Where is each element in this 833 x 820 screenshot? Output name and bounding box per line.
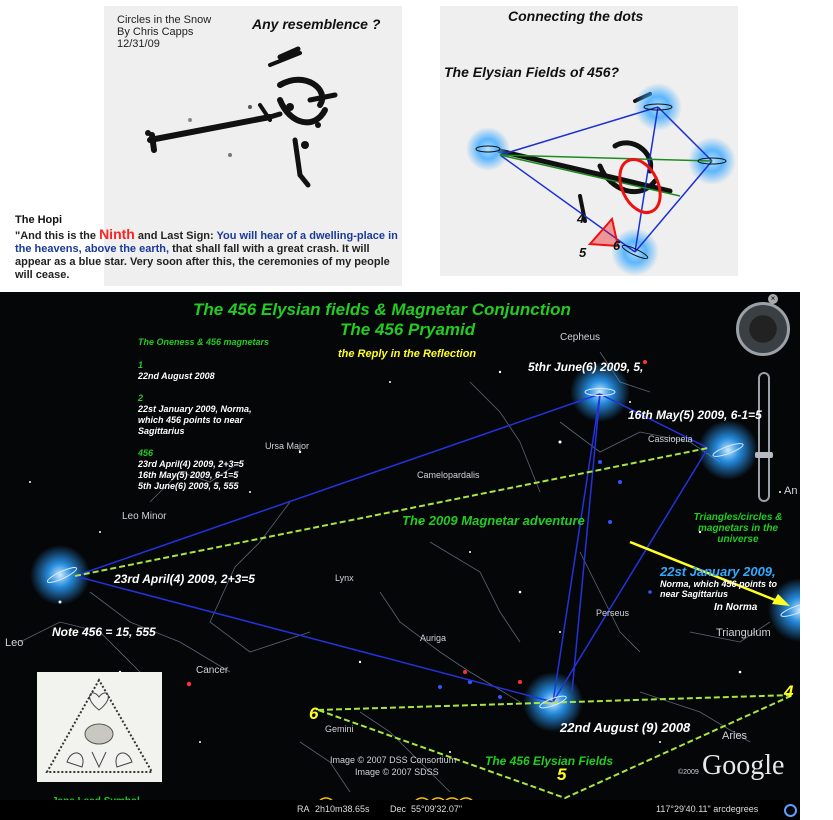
august-label: 22nd August (9) 2008 bbox=[560, 720, 691, 735]
constellation-leo: Leo bbox=[5, 637, 24, 649]
digit-5: 5 bbox=[557, 765, 567, 784]
constellation-cassiopeia: Cassiopeia bbox=[648, 434, 693, 444]
digit-6: 6 bbox=[309, 704, 319, 723]
jane-lead-triangle-icon bbox=[37, 672, 162, 782]
pyramid-title: The 456 Pryamid bbox=[340, 320, 476, 339]
field-of-view: 117°29'40.11" arcdegrees bbox=[656, 804, 759, 814]
dots-num-5: 5 bbox=[579, 245, 587, 260]
dec-label: Dec bbox=[390, 804, 407, 814]
legend-may-2009: 16th May(5) 2009, 6-1=5 bbox=[138, 470, 239, 480]
credit-sdss: Image © 2007 SDSS bbox=[355, 767, 439, 777]
legend-num-1: 1 bbox=[138, 360, 144, 370]
and-last-sign: and Last Sign: bbox=[134, 230, 217, 242]
constellation-lynx: Lynx bbox=[335, 573, 354, 583]
ra-value: 2h10m38.65s bbox=[315, 804, 370, 814]
connecting-dots-title: Connecting the dots bbox=[508, 8, 644, 24]
jane-lead-symbol-image bbox=[37, 672, 162, 782]
snow-title: Circles in the Snow bbox=[117, 14, 212, 26]
copyright-year: ©2009 bbox=[678, 769, 699, 776]
ninth-word: Ninth bbox=[99, 226, 135, 242]
hopi-blue-text: You will hear of a dwelling-place in the heavens, above the earth, bbox=[15, 230, 398, 255]
january-sub1: Norma, which 456 points to bbox=[660, 579, 778, 589]
constellation-cepheus: Cepheus bbox=[560, 332, 601, 343]
elysian-fields-label: The 456 Elysian Fields bbox=[485, 754, 614, 768]
constellation-andromeda-partial: An bbox=[784, 485, 798, 497]
sky-map-view[interactable] bbox=[0, 292, 800, 820]
hopi-quote bbox=[15, 228, 405, 282]
resemblance-question: Any resemblence ? bbox=[252, 16, 381, 32]
legend-april-2009: 23rd April(4) 2009, 2+3=5 bbox=[138, 459, 244, 469]
zoom-slider-thumb[interactable] bbox=[755, 452, 773, 458]
constellation-cancer: Cancer bbox=[196, 665, 229, 676]
legend-june-2009: 5th June(6) 2009, 5, 555 bbox=[138, 481, 239, 491]
january-sub2: near Sagittarius bbox=[660, 589, 729, 599]
dots-num-6: 6 bbox=[613, 238, 621, 253]
constellation-aries: Aries bbox=[722, 730, 748, 742]
legend-jan-2009-line2: which 456 points to near bbox=[138, 415, 244, 425]
hopi-heading: The Hopi bbox=[15, 214, 63, 226]
status-bar bbox=[0, 800, 800, 820]
hopi-quote-open: "And this is the bbox=[15, 230, 100, 242]
constellation-leo-minor: Leo Minor bbox=[122, 511, 167, 522]
elysian-fields-subtitle: The Elysian Fields of 456? bbox=[444, 64, 620, 80]
google-logo: Google bbox=[702, 750, 785, 781]
may-label: 16th May(5) 2009, 6-1=5 bbox=[628, 408, 762, 422]
reply-reflection: the Reply in the Reflection bbox=[338, 348, 477, 360]
legend-aug-2008: 22nd August 2008 bbox=[138, 371, 215, 381]
connecting-dots-diagram bbox=[440, 6, 738, 276]
hopi-quote-rest: that shall fall with a great crash. It will appear as a blue star. Very soon after this, the ceremonies of my people will cease. bbox=[15, 243, 390, 281]
january-label: 22st January 2009, bbox=[660, 564, 776, 579]
april-label: 23rd April(4) 2009, 2+3=5 bbox=[114, 572, 255, 586]
magnetar-adventure: The 2009 Magnetar adventure bbox=[402, 513, 585, 528]
snow-author: By Chris Capps bbox=[117, 26, 194, 38]
constellation-gemini: Gemini bbox=[325, 724, 354, 734]
constellation-triangulum: Triangulum bbox=[716, 627, 771, 639]
legend-jan-2009-line3: Sagittarius bbox=[138, 426, 185, 436]
ra-label: RA bbox=[297, 804, 310, 814]
zoom-slider[interactable] bbox=[758, 372, 770, 502]
in-norma-label: In Norma bbox=[714, 602, 758, 613]
june-label: 5thr June(6) 2009, 5, bbox=[528, 360, 644, 374]
constellation-camelopardalis: Camelopardalis bbox=[417, 470, 480, 480]
constellation-perseus: Perseus bbox=[596, 608, 630, 618]
snow-date: 12/31/09 bbox=[117, 38, 160, 50]
legend-num-456: 456 bbox=[138, 448, 154, 458]
constellation-ursa-major: Ursa Major bbox=[265, 441, 310, 451]
constellation-auriga: Auriga bbox=[420, 633, 447, 643]
close-icon[interactable]: × bbox=[768, 294, 778, 304]
look-around-control[interactable] bbox=[736, 302, 790, 356]
digit-4: 4 bbox=[784, 682, 794, 701]
snow-circles-figure bbox=[130, 45, 350, 205]
dec-value: 55°09'32.07" bbox=[411, 804, 463, 814]
legend-jan-2009: 22st January 2009, Norma, bbox=[138, 404, 252, 414]
note-456: Note 456 = 15, 555 bbox=[52, 625, 156, 639]
sky-title: The 456 Elysian fields & Magnetar Conjunction bbox=[193, 300, 571, 319]
triangles-note: Triangles/circles & magnetars in the universe bbox=[693, 512, 783, 545]
dots-num-4: 4 bbox=[577, 211, 585, 226]
loading-indicator-icon bbox=[784, 804, 797, 817]
legend-num-2: 2 bbox=[138, 393, 144, 403]
credit-dss: Image © 2007 DSS Consortium bbox=[330, 755, 457, 765]
oneness-heading: The Oneness & 456 magnetars bbox=[138, 337, 270, 347]
